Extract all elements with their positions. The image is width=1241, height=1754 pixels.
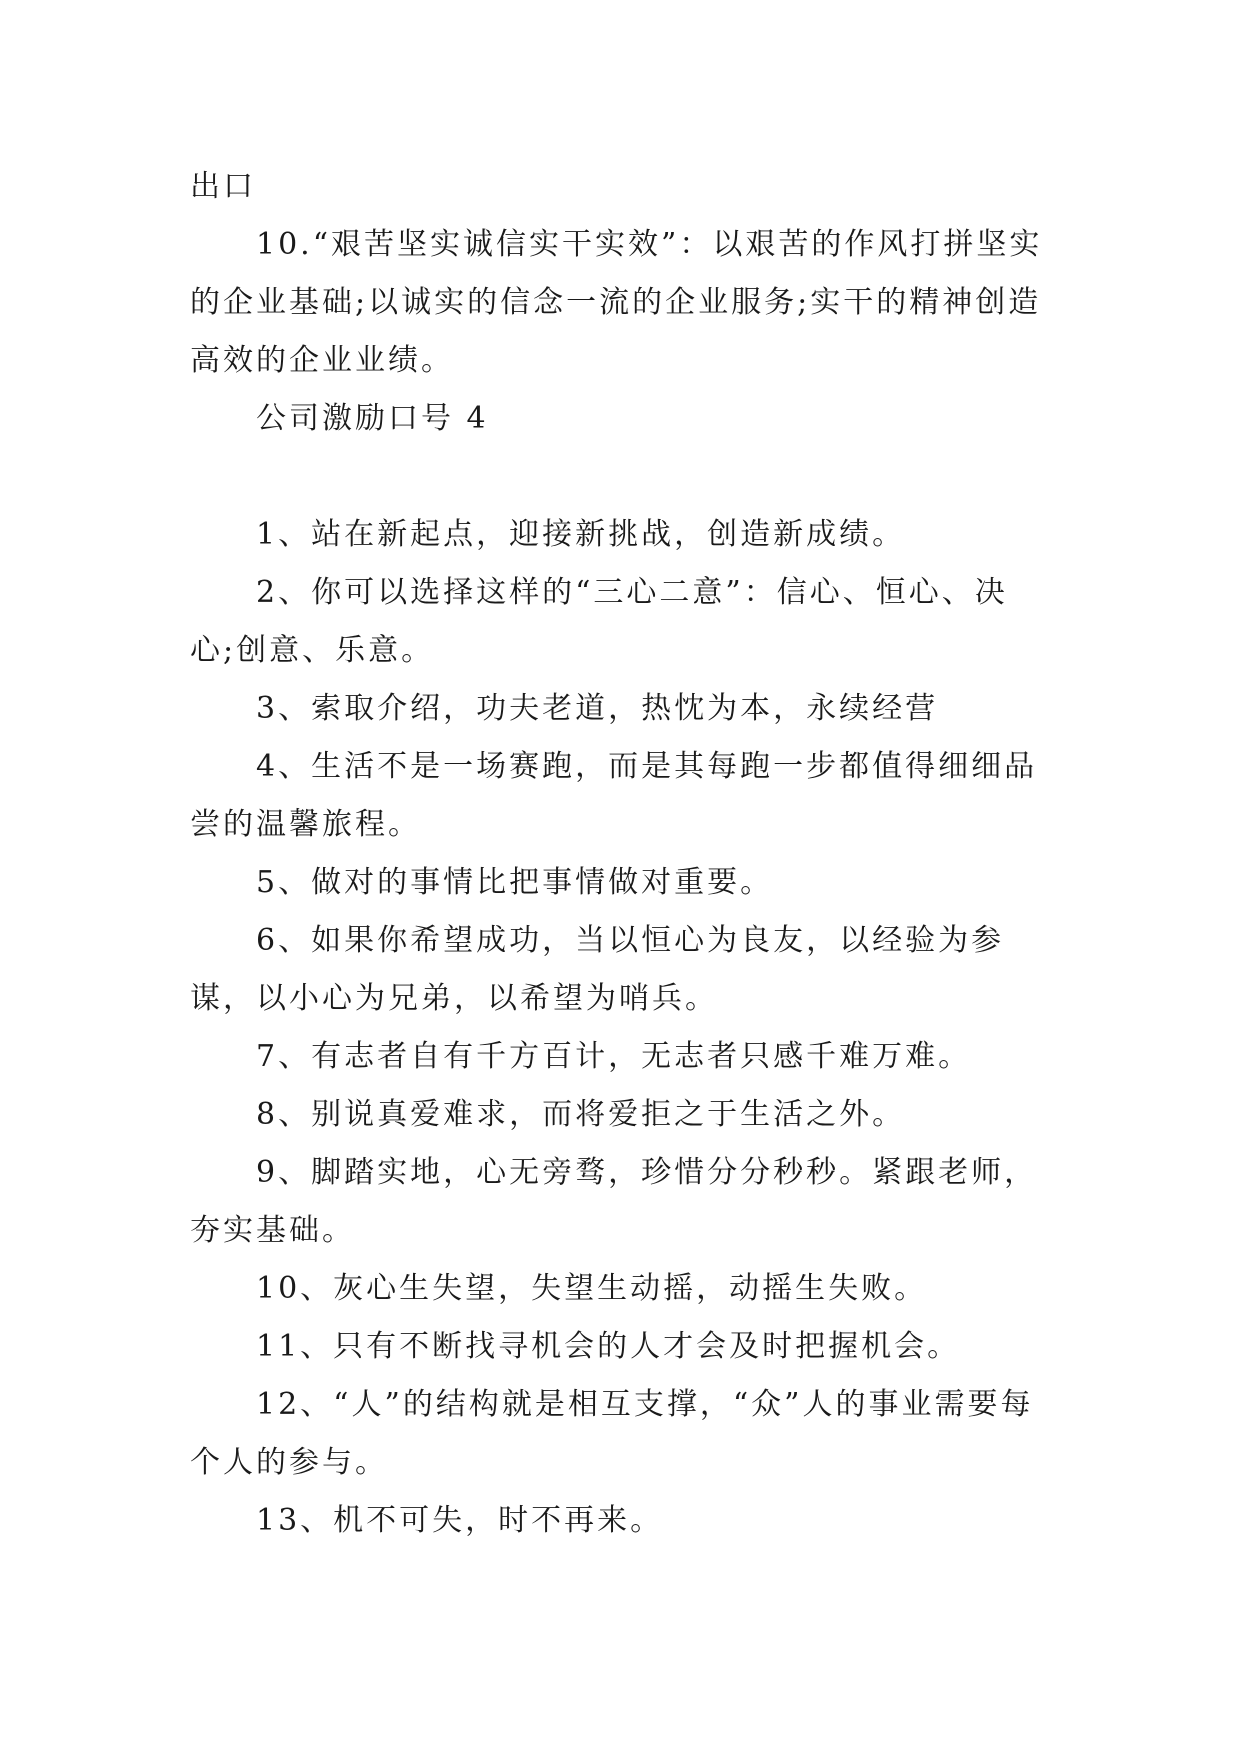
- list-item-13: 13、机不可失，时不再来。: [256, 1503, 664, 1538]
- list-item-12: 12、“人”的结构就是相互支撑，“众”人的事业需要每个人的参与。: [190, 1387, 1034, 1480]
- list-item-10: 10、灰心生失望，失望生动摇，动摇生失败。: [256, 1271, 928, 1306]
- paragraph-continuation: 出口: [190, 169, 256, 204]
- section-heading: 公司激励口号 4: [256, 401, 489, 436]
- list-item-3: 3、索取介绍，功夫老道，热忱为本，永续经营: [256, 691, 939, 726]
- document-body: [190, 158, 1050, 1550]
- list-item-5: 5、做对的事情比把事情做对重要。: [256, 865, 774, 900]
- paragraph-slogan-10: 10.“艰苦坚实诚信实干实效”：以艰苦的作风打拼坚实的企业基础;以诚实的信念一流的企业服务;实干的精神创造高效的企业业绩。: [190, 227, 1043, 378]
- list-item-9: 9、脚踏实地，心无旁骛，珍惜分分秒秒。紧跟老师，夯实基础。: [190, 1155, 1038, 1248]
- list-item-4: 4、生活不是一场赛跑，而是其每跑一步都值得细细品尝的温馨旅程。: [190, 749, 1038, 842]
- list-item-1: 1、站在新起点，迎接新挑战，创造新成绩。: [256, 517, 906, 552]
- list-item-6: 6、如果你希望成功，当以恒心为良友，以经验为参谋，以小心为兄弟，以希望为哨兵。: [190, 923, 1005, 1016]
- list-item-7: 7、有志者自有千方百计，无志者只感千难万难。: [256, 1039, 972, 1074]
- list-item-11: 11、只有不断找寻机会的人才会及时把握机会。: [256, 1329, 961, 1364]
- list-item-8: 8、别说真爱难求，而将爱拒之于生活之外。: [256, 1097, 906, 1132]
- list-item-2: 2、你可以选择这样的“三心二意”：信心、恒心、决心;创意、乐意。: [190, 575, 1008, 668]
